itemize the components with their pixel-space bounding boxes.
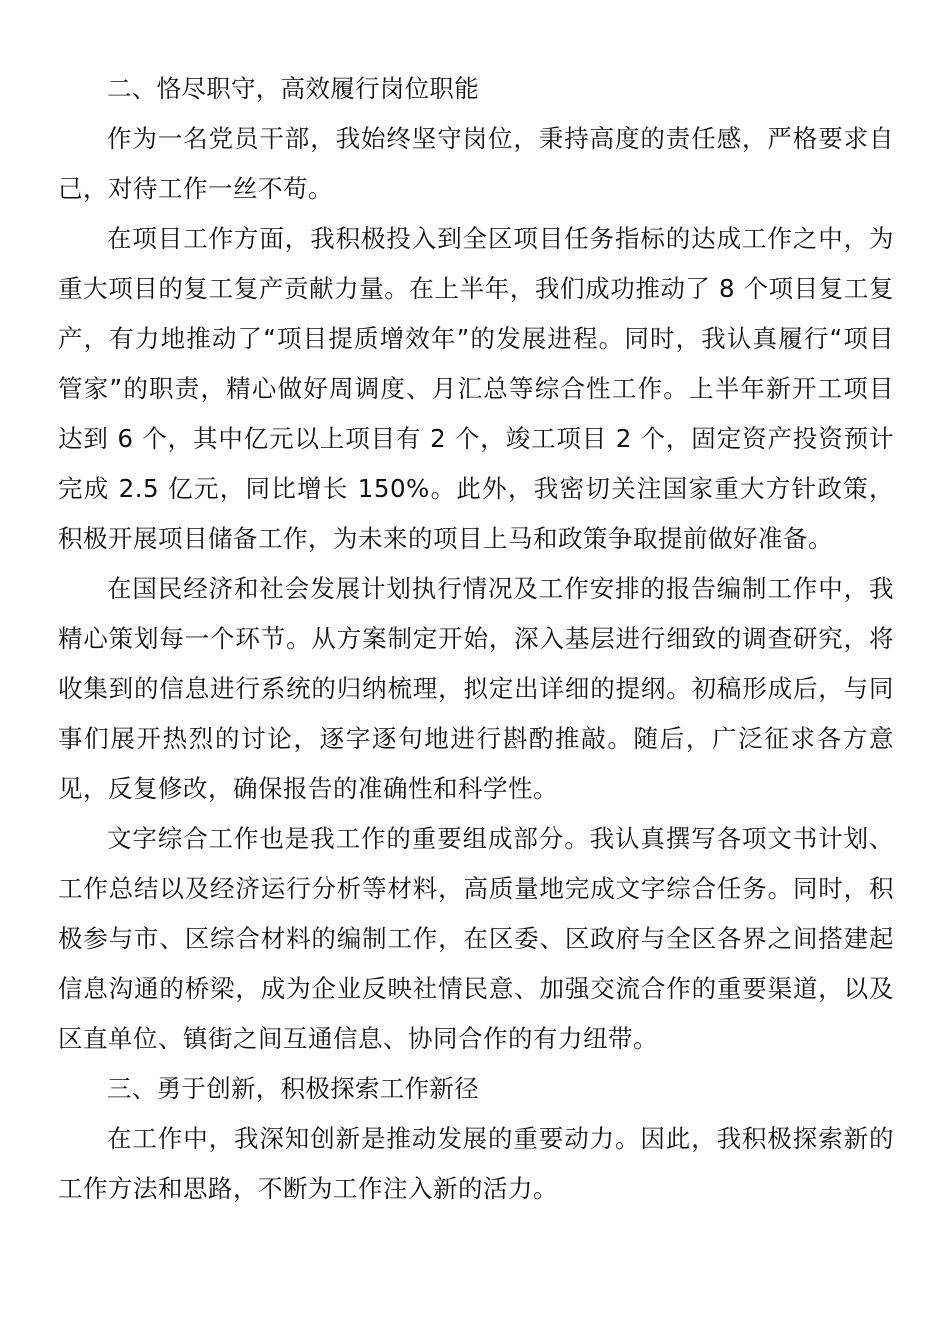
paragraph-text-work: 文字综合工作也是我工作的重要组成部分。我认真撰写各项文书计划、工作总结以及经济运行分析等材料，高质量地完成文字综合任务。同时，积极参与市、区综合材料的编制工作，在区委、区政府与全区各界之间搭建起信息沟通的桥梁，成为企业反映社情民意、加强交流合作的重要渠道，以及区直单位、镇街之间互通信息、协同合作的有力纽带。 (58, 824, 894, 1053)
document-body (58, 64, 894, 1214)
paragraph-innovation: 在工作中，我深知创新是推动发展的重要动力。因此，我积极探索新的工作方法和思路，不断为工作注入新的活力。 (58, 1124, 894, 1203)
paragraph-project-work: 在项目工作方面，我积极投入到全区项目任务指标的达成工作之中，为重大项目的复工复产贡献力量。在上半年，我们成功推动了 8 个项目复工复产，有力地推动了“项目提质增效年”的发展进程。同时，我认真履行“项目管家”的职责，精心做好周调度、月汇总等综合性工作。上半年新开工项目达到 6 个，其中亿元以上项目有 2 个，竣工项目 2 个，固定资产投资预计完成 2.5 亿元，同比增长 150%。此外，我密切关注国家重大方针政策，积极开展项目储备工作，为未来的项目上马和政策争取提前做好准备。 (58, 224, 894, 553)
section-heading-2: 二、恪尽职守，高效履行岗位职能 (107, 74, 479, 103)
paragraph-party-member-duty: 作为一名党员干部，我始终坚守岗位，秉持高度的责任感，严格要求自己，对待工作一丝不苟。 (58, 124, 894, 203)
section-heading-3: 三、勇于创新，积极探索工作新径 (107, 1074, 479, 1103)
paragraph-report-compilation: 在国民经济和社会发展计划执行情况及工作安排的报告编制工作中，我精心策划每一个环节。从方案制定开始，深入基层进行细致的调查研究，将收集到的信息进行系统的归纳梳理，拟定出详细的提纲。初稿形成后，与同事们展开热烈的讨论，逐字逐句地进行斟酌推敲。随后，广泛征求各方意见，反复修改，确保报告的准确性和科学性。 (58, 574, 894, 803)
